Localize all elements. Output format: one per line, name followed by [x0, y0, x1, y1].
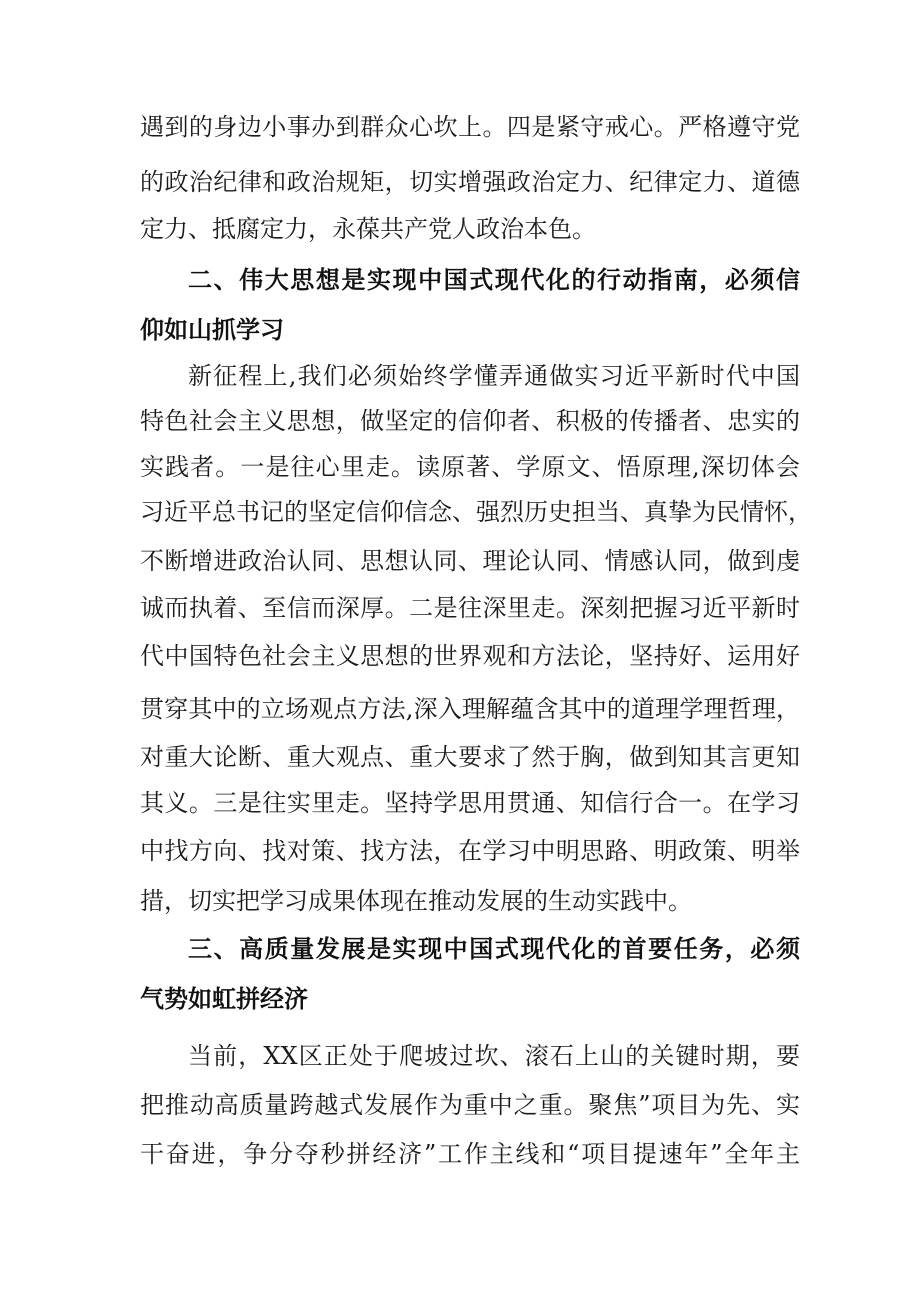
text-line: 特色社会主义思想，做坚定的信仰者、积极的传播者、忠实的 — [140, 407, 800, 435]
text-line: 定力、抵腐定力，永葆共产党人政治本色。 — [140, 215, 596, 243]
text-line: 的政治纪律和政治规矩，切实增强政治定力、纪律定力、道德 — [140, 168, 800, 196]
text-line: 遇到的身边小事办到群众心坎上。四是紧守戒心。严格遵守党 — [140, 113, 800, 141]
text-line: 当前，XX区正处于爬坡过坎、滚石上山的关键时期，要 — [188, 1042, 800, 1070]
text-line: 对重大论断、重大观点、重大要求了然于胸，做到知其言更知 — [140, 743, 800, 771]
section-heading: 三、高质量发展是实现中国式现代化的首要任务，必须 — [188, 935, 800, 963]
text-line: 中找方向、找对策、找方法，在学习中明思路、明政策、明举 — [140, 837, 800, 865]
text-line: 代中国特色社会主义思想的世界观和方法论，坚持好、运用好 — [140, 642, 800, 670]
section-heading: 二、伟大思想是实现中国式现代化的行动指南，必须信 — [188, 266, 800, 294]
text-line: 贯穿其中的立场观点方法,深入理解蕴含其中的道理学理哲理， — [140, 695, 800, 723]
text-line: 习近平总书记的坚定信仰信念、强烈历史担当、真挚为民情怀， — [140, 498, 812, 526]
text-line: 干奋进，争分夺秒拼经济”工作主线和“项目提速年”全年主 — [140, 1140, 800, 1168]
text-line: 新征程上,我们必须始终学懂弄通做实习近平新时代中国 — [188, 362, 800, 390]
section-heading: 气势如虹拼经济 — [140, 985, 308, 1013]
text-line: 把推动高质量跨越式发展作为重中之重。聚焦”项目为先、实 — [140, 1091, 800, 1119]
text-line: 措，切实把学习成果体现在推动发展的生动实践中。 — [140, 887, 692, 915]
text-line: 其义。三是往实里走。坚持学思用贯通、知信行合一。在学习 — [140, 789, 800, 817]
text-line: 不断增进政治认同、思想认同、理论认同、情感认同，做到虔 — [140, 547, 800, 575]
text-line: 实践者。一是往心里走。读原著、学原文、悟原理,深切体会 — [140, 453, 800, 481]
text-line: 诚而执着、至信而深厚。二是往深里走。深刻把握习近平新时 — [140, 594, 800, 622]
section-heading: 仰如山抓学习 — [140, 316, 284, 344]
